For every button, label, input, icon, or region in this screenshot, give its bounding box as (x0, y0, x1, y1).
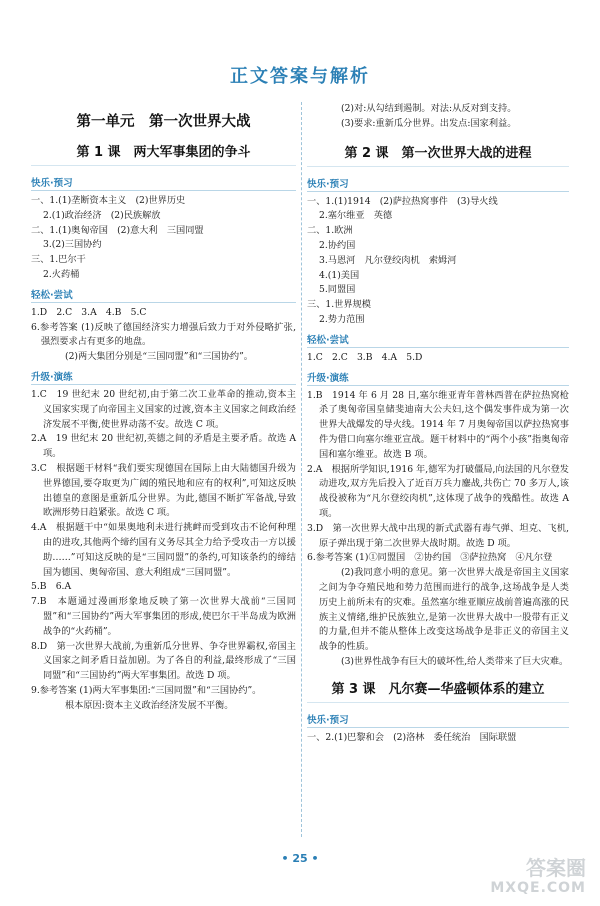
answer-line: 一、2.(1)巴黎和会 (2)洛林 委任统治 国际联盟 (307, 731, 517, 743)
answer-line: 6.参考答案 (1)反映了德国经济实力增强后致力于对外侵略扩张,强烈要求占有更多的地盘。 (31, 321, 296, 348)
page-number: • 25 • (281, 852, 319, 865)
answer-line: 2.势力范围 (319, 313, 365, 325)
answer-line: 二、1.欧洲 (307, 225, 353, 237)
section-shengji: 升级·演练 (31, 368, 296, 385)
answer-line: 3.(2)三国协约 (43, 239, 102, 251)
unit-title: 第一单元 第一次世界大战 (76, 114, 251, 130)
lesson-1-title: 第 1 课 两大军事集团的争斗 (31, 141, 296, 166)
answer-paragraph: (2)我同意小明的意见。第一次世界大战是帝国主义国家之间为争夺殖民地和势力范围而进行的战争,这场战争是人类历史上前所未有的灾难。虽然塞尔维亚顺应战前普遍高涨的民族主义情绪,维护民族独立,是第一次世界大战中一股带有正义的力量,但并不能从整体上改变这场战争是非正义的帝国主义战争的性质。 (319, 567, 569, 653)
answer-line: 5.同盟国 (319, 284, 356, 296)
answer-item: 1.B 1914 年 6 月 28 日,塞尔维亚青年普林西普在萨拉热窝枪杀了奥匈帝国皇储斐迪南大公夫妇,这个偶发事件成为第一次世界大战爆发的导火线。1914 年 7 月奥匈帝国以萨拉热窝事件为借口向塞尔维亚宣战。题干材料中的“两个小孩”指奥匈帝国和塞尔维亚。故选 B 项。 (307, 389, 569, 460)
answer-paragraph: (2)两大集团分别是“三国同盟”和“三国协约”。 (65, 351, 253, 363)
answer-line: 2.火药桶 (43, 268, 80, 280)
answer-line: 三、1.巴尔干 (31, 254, 86, 266)
answer-item: 3.C 根据题干材料“我们要实现德国在国际上由大陆德国升级为世界德国,要夺取更为广阔的殖民地和应有的权利”,可知这反映出德皇的意图是重新瓜分世界。为此,德国不断扩军备战,导致欧洲形势日趋紧张。故选 C 项。 (31, 462, 296, 519)
answer-item: 3.D 第一次世界大战中出现的新式武器有毒气弹、坦克、飞机,原子弹出现于第二次世界大战时期。故选 D 项。 (307, 522, 569, 549)
section-qingsong: 轻松·尝试 (307, 331, 569, 348)
answer-item: 4.A 根据题干中“如果奥地利未进行挑衅而受到攻击不论何种理由的进攻,其他两个缔约国有义务尽其全力给予受攻击一方以援助……”可知这反映的是“三国同盟”的条约,可知该条约的缔结国为德国、奥匈帝国、意大利组成“三国同盟”。 (31, 522, 296, 578)
answer-line: 三、1.世界规模 (307, 299, 371, 311)
page-title: 正文答案与解析 (230, 66, 370, 87)
answer-line: 1.D 2.C 3.A 4.B 5.C (31, 306, 147, 318)
section-qingsong: 轻松·尝试 (31, 286, 296, 303)
answer-line: 1.C 2.C 3.B 4.A 5.D (307, 351, 423, 363)
answer-item: 1.C 19 世纪末 20 世纪初,由于第二次工业革命的推动,资本主义国家实现了向帝国主义国家的过渡,资本主义国家之间政治经济发展不平衡,使世界动荡不安。故选 C 项。 (31, 388, 296, 430)
lesson-3-title: 第 3 课 凡尔赛—华盛顿体系的建立 (307, 678, 569, 703)
answer-item: 8.D 第一次世界大战前,为重新瓜分世界、争夺世界霸权,帝国主义国家之间矛盾日益加剧。为了各自的利益,最终形成了“三国同盟”和“三国协约”两大军事集团。故选 D 项。 (31, 640, 296, 682)
answer-line: 一、1.(1)垄断资本主义 (2)世界历史 (31, 195, 186, 206)
section-yule: 快乐·预习 (31, 174, 296, 191)
answer-paragraph: (3)要求:重新瓜分世界。出发点:国家利益。 (341, 117, 517, 129)
answer-paragraph: (3)世界性战争有巨大的破坏性,给人类带来了巨大灾难。 (341, 655, 569, 667)
watermark-logo (490, 858, 586, 898)
watermark-url: MXQE.COM (490, 880, 586, 896)
answer-line: 3.马恩河 凡尔登绞肉机 索姆河 (319, 254, 457, 266)
left-column (31, 102, 296, 714)
watermark-text: 答案圈 (526, 856, 586, 880)
answer-line: 一、1.(1)1914 (2)萨拉热窝事件 (3)导火线 (307, 195, 498, 207)
answer-item: 9.参考答案 (1)两大军事集团:“三国同盟”和“三国协约”。 (31, 684, 262, 696)
lesson-2-title: 第 2 课 第一次世界大战的进程 (307, 142, 569, 167)
answer-item: 7.B 本题通过漫画形象地反映了第一次世界大战前“三国同盟”和“三国协约”两大军事集团的形成,使巴尔干半岛成为欧洲战争的“火药桶”。 (31, 596, 296, 637)
section-yule: 快乐·预习 (307, 175, 569, 192)
answer-line: 2.塞尔维亚 英德 (319, 210, 393, 222)
answer-item: 2.A 19 世纪末 20 世纪初,英德之间的矛盾是主要矛盾。故选 A 项。 (31, 433, 296, 460)
answer-item: 2.A 根据所学知识,1916 年,德军为打破僵局,向法国的凡尔登发动进攻,双方先后投入了近百万兵力鏖战,共伤亡 70 多万人,该战役被称为“凡尔登绞肉机”,这体现了战争的残酷性。故选 A 项。 (307, 463, 569, 519)
column-divider (301, 102, 302, 837)
section-yule: 快乐·预习 (307, 711, 569, 728)
answer-paragraph: 根本原因:资本主义政治经济发展不平衡。 (65, 699, 234, 711)
right-column (307, 102, 569, 746)
section-shengji: 升级·演练 (307, 369, 569, 386)
answer-item: 5.B 6.A (31, 581, 72, 593)
answer-item: 6.参考答案 (1)①同盟国 ②协约国 ③萨拉热窝 ④凡尔登 (307, 552, 553, 564)
answer-line: 2.(1)政治经济 (2)民族解放 (43, 209, 161, 221)
answer-line: 2.协约国 (319, 239, 356, 251)
answer-paragraph: (2)对:从勾结到遏制。对法:从反对到支持。 (341, 103, 517, 114)
answer-line: 二、1.(1)奥匈帝国 (2)意大利 三国同盟 (31, 224, 204, 236)
answer-line: 4.(1)美国 (319, 269, 360, 281)
